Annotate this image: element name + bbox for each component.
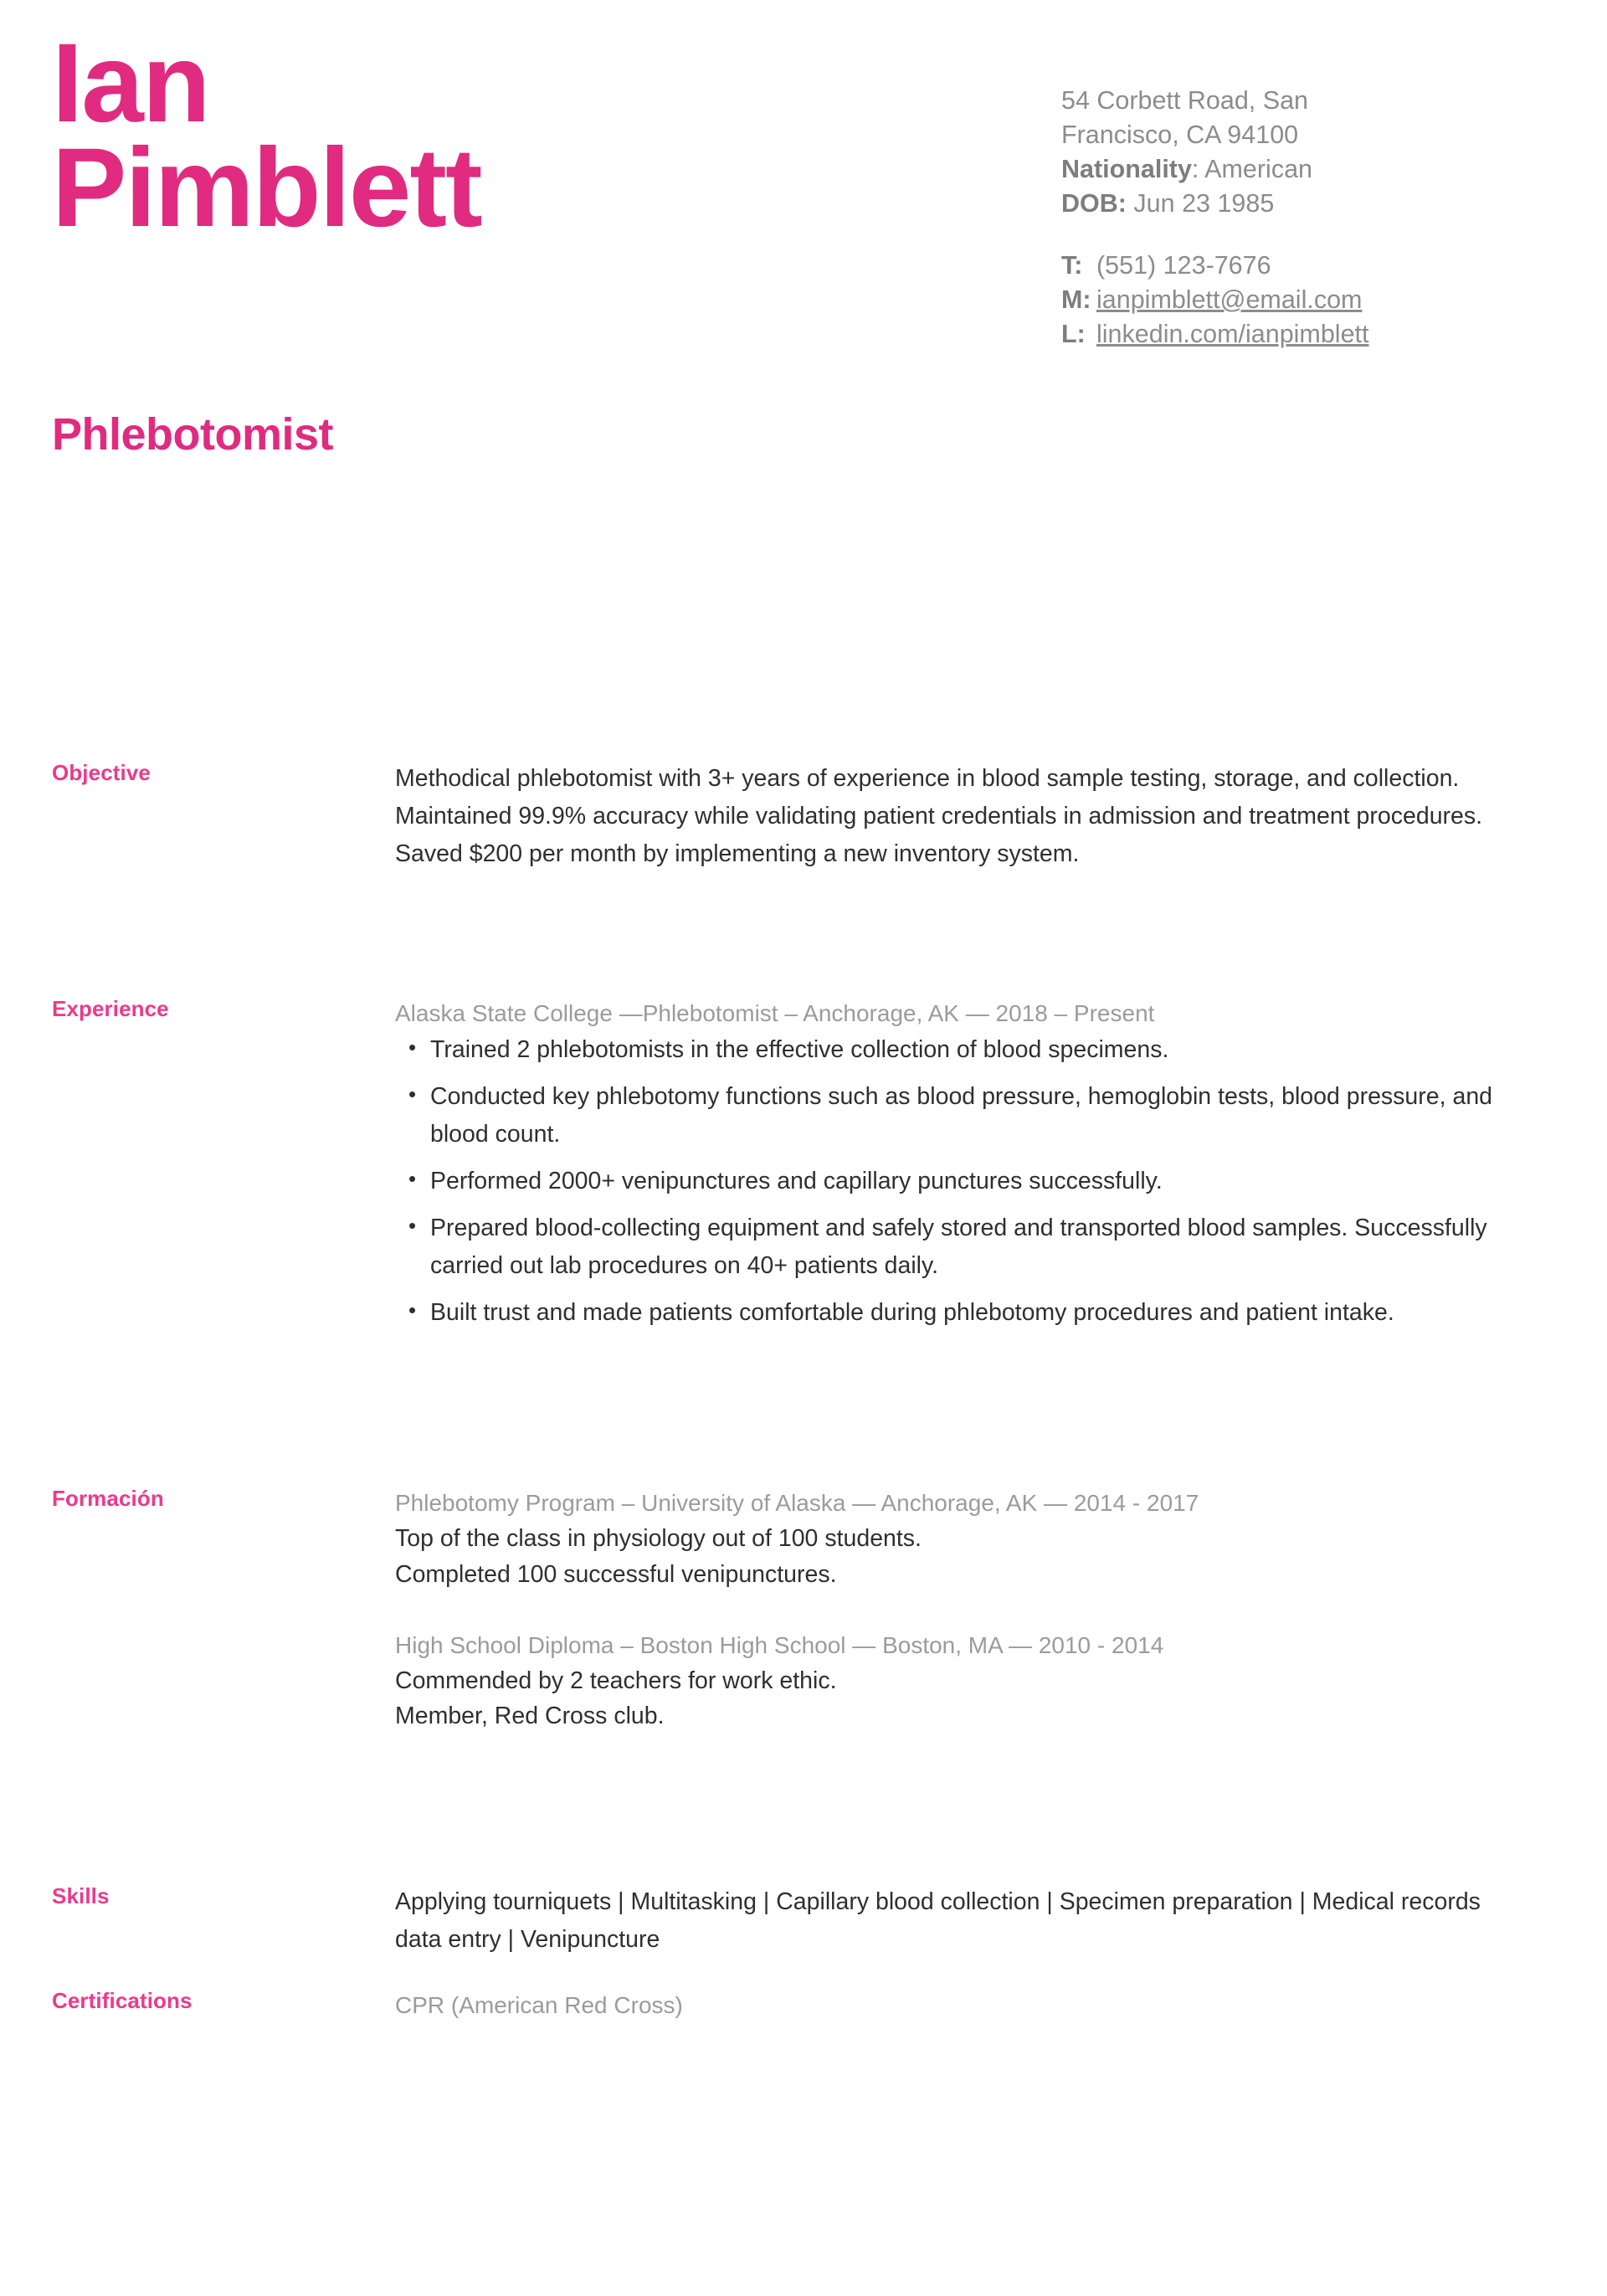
nationality-label: Nationality <box>1061 154 1192 183</box>
education-line: Commended by 2 teachers for work ethic. <box>395 1667 837 1694</box>
education-line: Completed 100 successful venipunctures. <box>395 1560 837 1588</box>
email-label: M: <box>1061 285 1091 315</box>
education-heading: High School Diploma – Boston High School — Boston, MA — 2010 - 2014 <box>395 1631 1164 1658</box>
section-label-certifications: Certifications <box>52 1988 193 2013</box>
contact-spacer <box>1061 220 1563 249</box>
section-label-skills: Skills <box>52 1883 110 1908</box>
first-name: Ian <box>52 21 209 146</box>
resume-header <box>0 0 1607 536</box>
experience-bullet: • Prepared blood-collecting equipment and safely stored and transported blood samples. Successfully carried out lab procedures on 40+ patients daily. <box>395 1210 1500 1285</box>
section-body-experience <box>395 996 1500 1341</box>
job-title: Phlebotomist <box>52 409 334 460</box>
address-line-1: 54 Corbett Road, San <box>1061 86 1309 115</box>
phone-value: (551) 123-7676 <box>1096 251 1271 280</box>
experience-entry <box>395 996 1500 1332</box>
education-line: Member, Red Cross club. <box>395 1703 665 1730</box>
dob-value: Jun 23 1985 <box>1133 188 1275 218</box>
experience-bullet: • Trained 2 phlebotomists in the effective collection of blood specimens. <box>395 1031 1500 1069</box>
experience-bullet: • Performed 2000+ venipunctures and capillary punctures successfully. <box>395 1163 1500 1200</box>
linkedin-label: L: <box>1061 320 1086 349</box>
phone-line <box>1061 249 1563 283</box>
experience-bullet: • Built trust and made patients comfortable during phlebotomy procedures and patient intake. <box>395 1294 1500 1332</box>
section-body-skills <box>395 1883 1500 1959</box>
section-label-experience: Experience <box>52 996 169 1021</box>
candidate-name <box>52 21 772 250</box>
email-line <box>1061 283 1563 317</box>
dob-label: DOB: <box>1061 188 1127 218</box>
experience-bullet-list <box>395 1031 1500 1332</box>
contact-details <box>1061 84 1563 352</box>
certifications-text: CPR (American Red Cross) <box>395 1992 683 2018</box>
nationality-value: : American <box>1191 154 1313 183</box>
education-line: Top of the class in physiology out of 100 students. <box>395 1525 922 1552</box>
email-link[interactable]: ianpimblett@email.com <box>1096 285 1363 315</box>
linkedin-link[interactable]: linkedin.com/ianpimblett <box>1096 320 1369 349</box>
section-body-certifications <box>395 1988 1500 2023</box>
education-heading: Phlebotomy Program – University of Alaska — Anchorage, AK — 2014 - 2017 <box>395 1490 1199 1516</box>
nationality-line <box>1061 152 1563 187</box>
experience-bullet: • Conducted key phlebotomy functions such as blood pressure, hemoglobin tests, blood pressure, and blood count. <box>395 1078 1500 1153</box>
skills-text: Applying tourniquets | Multitasking | Capillary blood collection | Specimen preparation | Medical records data entry | Venipuncture <box>395 1888 1481 1954</box>
experience-heading: Alaska State College —Phlebotomist – Anchorage, AK — 2018 – Present <box>395 1000 1155 1026</box>
address-line-2: Francisco, CA 94100 <box>1061 120 1299 149</box>
last-name: Pimblett <box>52 125 481 250</box>
linkedin-line <box>1061 317 1563 352</box>
section-label-education: Formación <box>52 1486 164 1511</box>
education-entry <box>395 1628 1500 1735</box>
phone-label: T: <box>1061 251 1083 280</box>
section-body-objective <box>395 760 1500 873</box>
section-body-education <box>395 1486 1500 1734</box>
dob-line <box>1061 187 1563 221</box>
education-entry <box>395 1486 1500 1593</box>
section-label-objective: Objective <box>52 760 151 785</box>
objective-text: Methodical phlebotomist with 3+ years of experience in blood sample testing, storage, and collection. Maintained 99.9% accuracy while validating patient credentials in admission and treatment procedures. Saved $200 per month by implementing a new inventory system. <box>395 765 1483 868</box>
